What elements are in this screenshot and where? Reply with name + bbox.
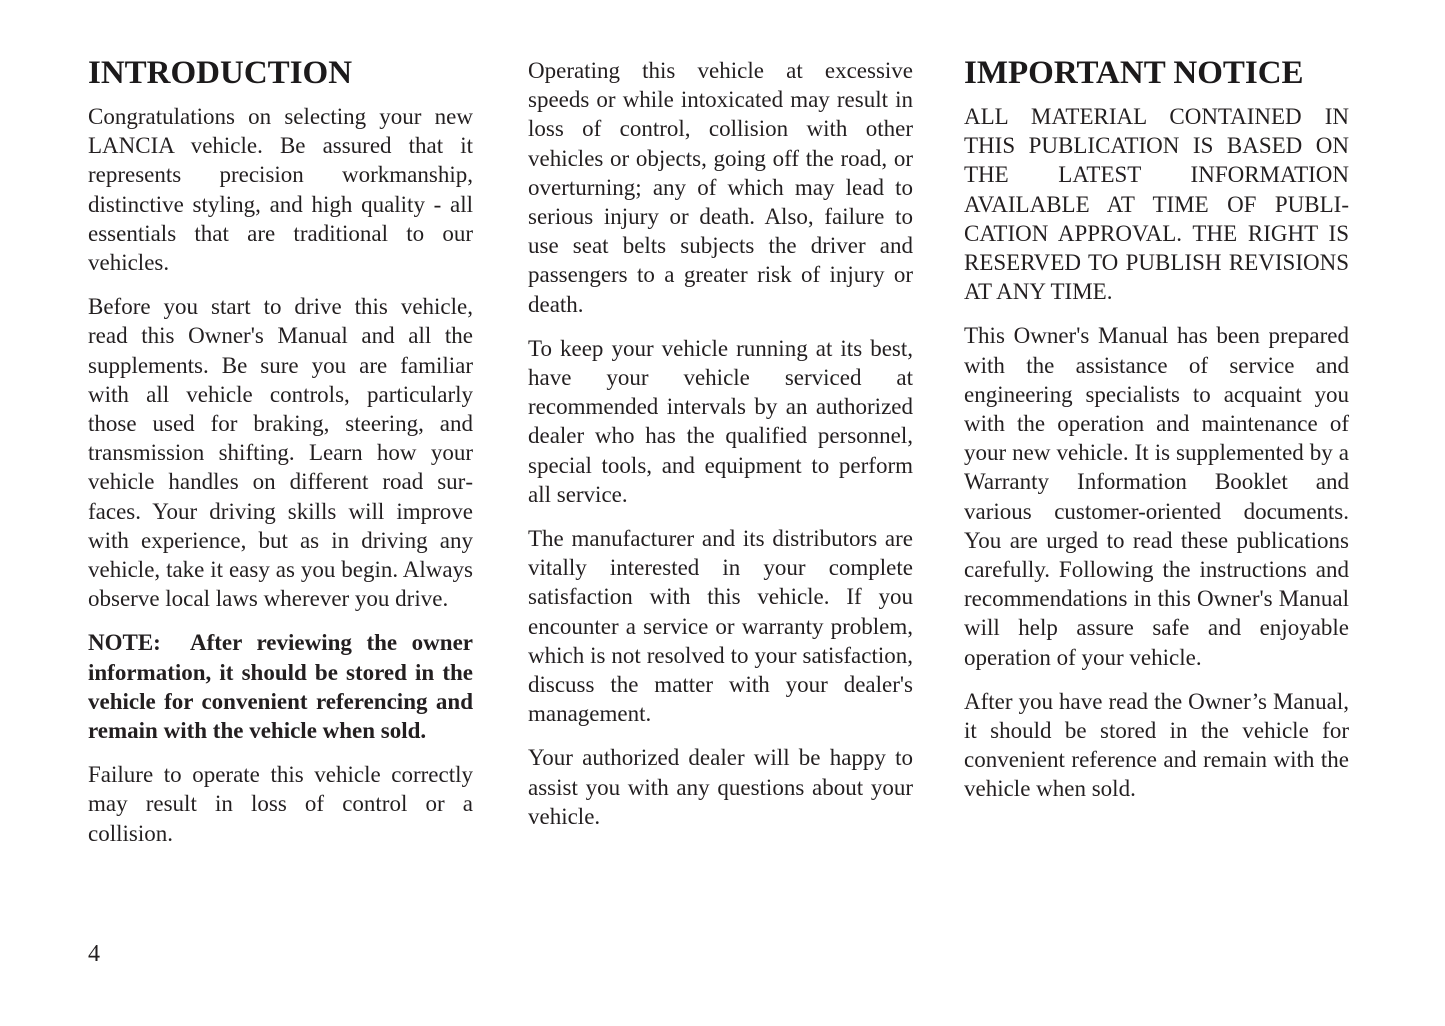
service-paragraph: To keep your vehicle running at its best, have your vehicle serviced at recommended intervals by an authorized dealer who has the qualified personnel, special tools, and equipment to perform all service.: [528, 335, 913, 507]
before-driving-paragraph: Before you start to drive this vehicle, read this Owner's Manual and all the supplements. Be sure you are familiar with all vehicle controls, particularly those used for braking, steering, and transmission shifting. Learn how your vehicle handles on different road surfaces. Your driving skills will improve with experience, but as in driving any vehicle, take it easy as you begin. Always observe local laws wherever you drive.: [88, 294, 473, 612]
storage-note: NOTE: After reviewing the owner information, it should be stored in the vehicle for convenient referencing and remain with the vehicle when sold.: [88, 630, 473, 744]
page-number: 4: [88, 941, 100, 967]
congratulations-paragraph: Congratulations on selecting your new LANCIA vehicle. Be assured that it represents precision workmanship, distinctive styling, and high quality - all essentials that are traditional to our vehicles.: [88, 104, 473, 276]
excessive-speed-paragraph: Operating this vehicle at excessive speeds or while intoxicated may result in loss of control, collision with other vehicles or objects, going off the road, or overturning; any of which may lead to serious injury or death. Also, failure to use seat belts subjects the driver and passengers to a greater risk of injury or death.: [528, 58, 913, 317]
important-notice-column: [964, 54, 1349, 819]
failure-paragraph: Failure to operate this vehicle correctly may result in loss of control or a collision.: [88, 762, 473, 846]
manual-storage-paragraph: After you have read the Owner’s Manual, it should be stored in the vehicle for convenient reference and remain with the vehicle when sold.: [964, 688, 1349, 802]
introduction-heading: INTRODUCTION: [88, 55, 353, 91]
important-notice-heading: IMPORTANT NOTICE: [964, 55, 1304, 91]
manual-preparation-paragraph: This Owner's Manual has been prepared with the assistance of service and engineering specialists to acquaint you with the operation and maintenance of your new vehicle. It is supplemented by a Warranty Information Booklet and various customer-oriented documents. You are urged to read these publications carefully. Following the instructions and recommendations in this Owner's Manual will help assure safe and enjoyable operation of your vehicle.: [964, 323, 1349, 670]
safety-column: [528, 54, 913, 846]
publication-disclaimer: ALL MATERIAL CONTAINED IN THIS PUBLICATION IS BASED ON THE LATEST INFORMATION AVAILABLE AT TIME OF PUBLICATION APPROVAL. THE RIGHT IS RESERVED TO PUBLISH REVISIONS AT ANY TIME.: [964, 104, 1349, 305]
dealer-assist-paragraph: Your authorized dealer will be happy to assist you with any questions about your vehicle.: [528, 745, 913, 829]
introduction-column: [88, 54, 473, 863]
manufacturer-satisfaction-paragraph: The manufacturer and its distributors are vitally interested in your complete satisfaction with this vehicle. If you encounter a service or warranty problem, which is not resolved to your satisfaction, discuss the matter with your dealer's management.: [528, 526, 913, 727]
